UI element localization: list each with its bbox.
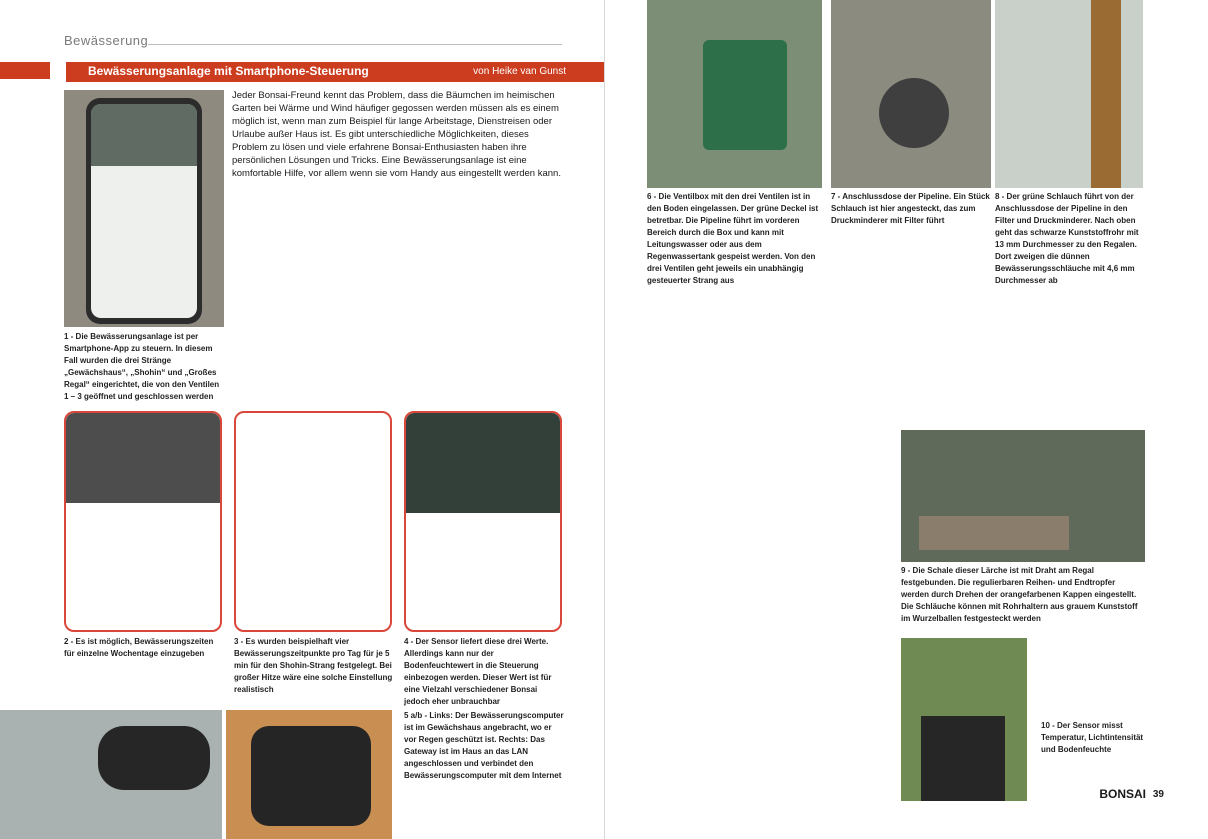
photo-pipeline-socket (831, 0, 991, 188)
photo-gateway (226, 710, 392, 839)
body-column-1 (232, 185, 392, 400)
photo-shohin-schedule-screen (234, 411, 392, 632)
caption-5: 5 a/b - Links: Der Bewässerungscomputer ist im Gewächshaus angebracht, wo er vor Regen geschützt ist. Rechts: Das Gateway ist im Haus an das LAN angeschlossen und verbindet den Bewässerungscomputer mit dem Internet (404, 711, 564, 780)
photo-valve-box (647, 0, 822, 188)
soil-sensor-pot (921, 716, 1005, 801)
title-bar (66, 62, 604, 82)
caption-10: 10 - Der Sensor misst Temperatur, Lichtintensität und Bodenfeuchte (1041, 721, 1144, 754)
body-column-2 (402, 185, 562, 400)
schedule-screen-header (66, 413, 220, 503)
section-label: Bewässerung (64, 33, 149, 48)
right-page (604, 0, 1208, 839)
caption-3: 3 - Es wurden beispielhaft vier Bewässerungszeitpunkte pro Tag für je 5 min für den Shohin-Strang festgelegt. Bei großer Hitze wäre eine solche Einstellung realistisch (234, 637, 393, 694)
sensor-screen-header (406, 413, 560, 513)
caption-7: 7 - Anschlussdose der Pipeline. Ein Stück Schlauch ist hier angesteckt, das zum Druckminderer mit Filter führt (831, 192, 990, 225)
caption-8: 8 - Der grüne Schlauch führt von der Anschlussdose der Pipeline in den Filter und Druckminderer. Nach oben geht das schwarze Kunststoffrohr mit 13 mm Durchmesser zu den Regalen. Dort zweigen die dünnen Bewässerungsschläuche mit 4,6 mm Durchmesser ab (995, 192, 1139, 285)
photo-watering-computer (0, 710, 222, 839)
pipeline-socket-shape (879, 78, 949, 148)
page-number: 39 (1152, 789, 1164, 800)
photo-schedule-screen (64, 411, 222, 632)
section-rule (148, 44, 562, 45)
bonsai-pot (919, 516, 1069, 550)
magazine-brand: BONSAI (1099, 787, 1146, 801)
body-column-3 (647, 288, 895, 808)
photo-larch-bonsai (901, 430, 1145, 562)
caption-9: 9 - Die Schale dieser Lärche ist mit Draht am Regal festgebunden. Die regulierbaren Reihen- und Endtropfer werden durch Drehen der orangefarbenen Kappen eingestellt. Die Schläuche können mit Rohrhaltern aus grauem Kunststoff im Wurzelballen festgesteckt werden (901, 566, 1138, 623)
author-byline: von Heike van Gunst (473, 66, 566, 77)
caption-4: 4 - Der Sensor liefert diese drei Werte. Allerdings kann nur der Bodenfeuchtewert in die Steuerung einbezogen werden. Dieser Wert ist für eine Vielzahl verschiedener Bonsai jedoch eher unbrauchbar (404, 637, 552, 706)
photo-sensor-screen (404, 411, 562, 632)
valve-box-shape (703, 40, 787, 150)
lead-paragraph: Jeder Bonsai-Freund kennt das Problem, dass die Bäumchen im heimischen Garten bei Wärme und Wind häufiger gegossen werden müssen als es einem möglich ist, wenn man zum Beispiel für lange Arbeitstage, Dienstreisen oder Urlaube außer Haus ist. Es gibt unterschiedliche Möglichkeiten, dieses Problem zu lösen und viele erfahrene Bonsai-Enthusiasten haben ihre persönlichen Lösungen und Tricks. Eine Bewässerungsanlage ist eine komfortable Hilfe, vor allem wenn sie vom Handy aus eingestellt werden kann. (232, 90, 561, 179)
smartphone-screen-banner (91, 104, 197, 166)
body-column-4 (901, 288, 1147, 423)
article-title: Bewässerungsanlage mit Smartphone-Steuerung (88, 64, 369, 78)
caption-6: 6 - Die Ventilbox mit den drei Ventilen ist in den Boden eingelassen. Der grüne Deckel ist betretbar. Die Pipeline führt im vorderen Bereich durch die Box und kann mit Leitungswasser oder aus dem Regenwassertank gespeist werden. Von den drei Ventilen geht jeweils ein unabhängig gesteuerter Strang aus (647, 192, 819, 285)
photo-filter-pressure-reducer (995, 0, 1143, 188)
caption-1: 1 - Die Bewässerungsanlage ist per Smartphone-App zu steuern. In diesem Fall wurden die drei Stränge „Gewächshaus“, „Shohin“ und „Großes Regal“ eingerichtet, die von den Ventilen 1 – 3 geöffnet und geschlossen werden (64, 332, 220, 401)
gateway-device (251, 726, 371, 826)
caption-2: 2 - Es ist möglich, Bewässerungszeiten für einzelne Wochentage einzugeben (64, 637, 214, 658)
smartphone-screen (91, 104, 197, 318)
watering-computer-device (98, 726, 210, 790)
title-tab (0, 62, 50, 79)
smartphone (86, 98, 202, 324)
photo-soil-sensor (901, 638, 1027, 801)
photo-smartphone-app (64, 90, 224, 327)
wooden-post (1091, 0, 1121, 188)
